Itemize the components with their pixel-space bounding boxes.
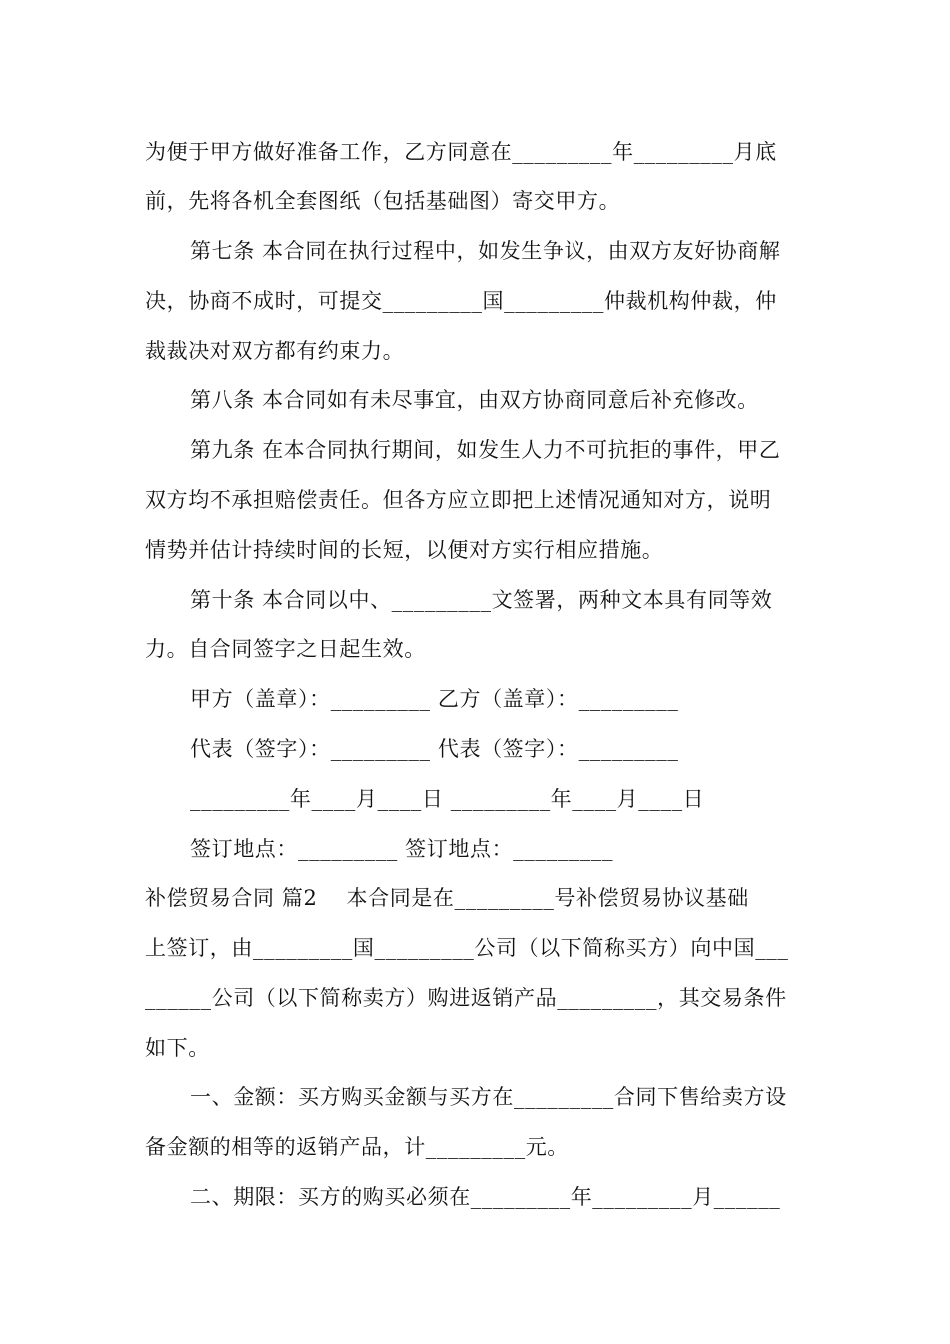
paragraph-line: 决，协商不成时，可提交_________国_________仲裁机构仲裁，仲 [145, 289, 777, 313]
paragraph-line: 双方均不承担赔偿责任。但各方应立即把上述情况通知对方，说明 [145, 488, 772, 512]
clause-8-line: 第八条 本合同如有未尽事宜，由双方协商同意后补充修改。 [190, 388, 759, 412]
clause-9-line: 第九条 在本合同执行期间，如发生人力不可抗拒的事件，甲乙 [190, 438, 781, 462]
signature-place-line: 签订地点：_________ 签订地点：_________ [190, 837, 614, 861]
paragraph-line: 前，先将各机全套图纸（包括基础图）寄交甲方。 [145, 189, 621, 213]
signature-representative-line: 代表（签字）：_________ 代表（签字）：_________ [190, 737, 679, 761]
paragraph-line: 情势并估计持续时间的长短，以便对方实行相应措施。 [145, 538, 664, 562]
paragraph-line: 备金额的相等的返销产品，计_________元。 [145, 1135, 569, 1159]
paragraph-line: 上签订，由_________国_________公司（以下简称买方）向中国___ [145, 936, 789, 960]
item-1-line: 一、金额：买方购买金额与买方在_________合同下售给卖方设 [190, 1085, 787, 1109]
signature-seal-line: 甲方（盖章）：_________ 乙方（盖章）：_________ [190, 687, 679, 711]
paragraph-line: 为便于甲方做好准备工作，乙方同意在_________年_________月底 [145, 140, 777, 164]
clause-7-line: 第七条 本合同在执行过程中，如发生争议，由双方友好协商解 [190, 239, 781, 263]
paragraph-line: ______公司（以下简称卖方）购进返销产品_________，其交易条件 [145, 986, 787, 1010]
section-heading-line: 补偿贸易合同 篇2 本合同是在_________号补偿贸易协议基础 [145, 886, 749, 910]
signature-date-line: _________年____月____日 _________年____月____日 [190, 787, 705, 811]
paragraph-line: 力。自合同签字之日起生效。 [145, 637, 426, 661]
paragraph-line: 如下。 [145, 1036, 210, 1060]
item-2-line: 二、期限：买方的购买必须在_________年_________月______ [190, 1185, 781, 1209]
paragraph-line: 裁裁决对双方都有约束力。 [145, 339, 405, 363]
clause-10-line: 第十条 本合同以中、_________文签署，两种文本具有同等效 [190, 588, 773, 612]
